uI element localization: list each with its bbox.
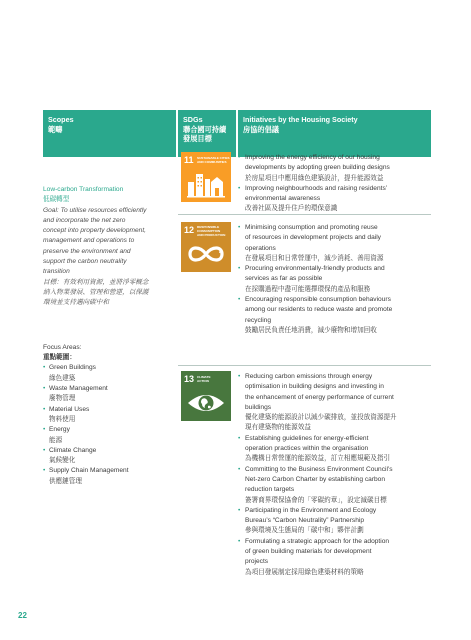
- focus-area-en: Supply Chain Management: [49, 467, 129, 475]
- header-sdgs-en: SDGs: [183, 115, 203, 124]
- focus-area-zh: 廢物管理: [49, 395, 76, 403]
- goal-en-line: Goal: To utilise resources efficiently: [43, 206, 147, 214]
- bullet: •: [238, 434, 241, 442]
- initiative-line: environmental awareness: [245, 195, 321, 203]
- initiative-line: of resources in development projects and daily: [245, 234, 381, 242]
- header-initiatives: [238, 110, 431, 157]
- bullet: •: [43, 467, 46, 475]
- svg-text:AND PRODUCTION: AND PRODUCTION: [197, 233, 226, 237]
- bullet: •: [43, 446, 46, 454]
- goal-en-line: management and operations to: [43, 237, 135, 245]
- initiative-line: recycling: [245, 316, 272, 324]
- initiative-line: reduction targets: [245, 486, 295, 494]
- bullet: •: [238, 537, 241, 545]
- scope-column: [43, 185, 173, 487]
- goal-en-line: preserve the environment and: [43, 247, 131, 255]
- initiative-item: [238, 223, 431, 264]
- bullet: •: [238, 373, 241, 380]
- goal-zh-line: 納入物業發展、管理和營運，以保護: [43, 288, 149, 296]
- initiative-line: Committing to the Business Environment Council’s: [245, 465, 393, 473]
- bullet: •: [43, 405, 46, 413]
- initiatives-group-sdg13: [238, 372, 431, 578]
- initiative-line: projects: [245, 558, 269, 566]
- initiative-item: [238, 434, 431, 465]
- initiative-line: 為機構日常營運的能源效益，訂立相應規範及指引: [245, 455, 391, 463]
- initiative-item: [238, 264, 431, 295]
- initiative-line: 參與環境及生態局的「碳中和」夥伴計劃: [245, 527, 364, 535]
- initiatives-group-sdg12: [238, 223, 431, 336]
- initiative-line: 為項目發展制定採用綠色建築材料的策略: [245, 568, 364, 576]
- focus-area-en: Waste Management: [49, 385, 108, 393]
- initiative-line: Net-zero Carbon Charter by establishing carbon: [245, 475, 386, 483]
- scope-goal-en: [43, 206, 173, 278]
- bullet: •: [238, 265, 241, 273]
- initiative-line: among our residents to reduce waste and promote: [245, 306, 393, 314]
- sdg-number: 11: [184, 155, 194, 165]
- city-buildings-icon: [181, 152, 231, 202]
- header-sdgs-zh: 聯合國可持續: [183, 124, 227, 134]
- focus-area-item: [43, 466, 173, 487]
- focus-areas-title-zh: 重點範圍：: [43, 354, 76, 362]
- initiative-line: 優化建築的能源設計以減少碳排放，並投放資源提升: [245, 414, 397, 422]
- sdg-number: 12: [184, 225, 195, 235]
- header-sdgs-zh-2: 發展目標: [183, 134, 212, 144]
- svg-text:CLIMATE: CLIMATE: [197, 375, 211, 379]
- initiative-line: 簽署商界環保協會的「零碳約章」，設定減碳目標: [245, 496, 387, 504]
- bullet: •: [43, 364, 46, 372]
- initiative-line: Participating in the Environment and Ecology: [245, 506, 377, 514]
- focus-area-item: [43, 425, 173, 446]
- svg-text:ACTION: ACTION: [197, 379, 209, 383]
- bullet: •: [43, 426, 46, 434]
- initiative-line: optimisation in building designs and investing in: [245, 383, 384, 391]
- initiative-line: Improving the energy efficiency of our housing: [245, 154, 380, 161]
- initiatives-group-sdg11: [238, 153, 431, 215]
- scope-title-en: Low-carbon Transformation: [43, 186, 124, 193]
- sdg-13-tile: [181, 371, 231, 421]
- focus-area-en: Green Buildings: [49, 364, 96, 372]
- focus-area-item: [43, 405, 173, 426]
- svg-text:CONSUMPTION: CONSUMPTION: [197, 229, 221, 233]
- bullet: •: [238, 465, 241, 473]
- bullet: •: [238, 296, 241, 304]
- initiative-line: Formulating a strategic approach for the adoption: [245, 537, 390, 545]
- initiative-line: operation practices within the organisation: [245, 445, 369, 453]
- initiative-line: buildings: [245, 403, 272, 411]
- focus-area-zh: 綠色建築: [49, 374, 76, 382]
- initiative-line: Bureau’s “Carbon Neutrality” Partnership: [245, 517, 364, 525]
- focus-area-item: [43, 446, 173, 467]
- page-number: 22: [18, 611, 27, 620]
- focus-area-item: [43, 384, 173, 405]
- eye-globe-icon: [181, 371, 231, 421]
- goal-zh-line: 環境並支持邁向碳中和: [43, 299, 109, 307]
- header-initiatives-en: Initiatives by the Housing Society: [243, 115, 358, 124]
- focus-area-en: Energy: [49, 426, 70, 434]
- initiative-line: 於房屋項目中應用綠色建築設計，提升能源效益: [245, 174, 384, 182]
- focus-area-item: [43, 363, 173, 384]
- initiative-item: [238, 465, 431, 506]
- goal-en-line: transition: [43, 268, 70, 276]
- bullet: •: [238, 154, 241, 161]
- scope-goal-zh: [43, 278, 173, 309]
- initiative-line: Improving neighbourhoods and raising residents’: [245, 184, 388, 192]
- initiative-item: [238, 184, 431, 215]
- initiative-line: services as far as possible: [245, 275, 323, 283]
- initiative-item: [238, 153, 431, 184]
- focus-areas-list: [43, 363, 173, 487]
- svg-text:AND COMMUNITIES: AND COMMUNITIES: [197, 160, 227, 164]
- goal-en-line: support the carbon neutrality: [43, 258, 127, 266]
- header-sdgs: [178, 110, 236, 157]
- sdg-12-tile: [181, 222, 231, 272]
- sdg-11-tile: [181, 152, 231, 202]
- bullet: •: [238, 184, 241, 192]
- initiative-line: Procuring environmentally-friendly products and: [245, 265, 385, 273]
- initiative-line: Reducing carbon emissions through energy: [245, 373, 373, 380]
- header-scopes: [43, 110, 176, 157]
- initiative-line: the enhancement of energy performance of current: [245, 393, 394, 401]
- bullet: •: [238, 506, 241, 514]
- goal-en-line: and incorporate the net zero: [43, 216, 126, 224]
- initiative-line: 在發展項目和日常營運中，減少消耗、善用資源: [245, 254, 384, 262]
- focus-area-zh: 能源: [49, 436, 63, 444]
- initiative-line: 鼓勵居民負責任地消費，減少廢物和增加回收: [245, 326, 377, 334]
- initiative-item: [238, 537, 431, 578]
- svg-text:RESPONSIBLE: RESPONSIBLE: [197, 225, 220, 229]
- infinity-loop-icon: [181, 222, 231, 272]
- initiative-line: Establishing guidelines for energy-efficient: [245, 434, 369, 442]
- row-divider: [178, 365, 431, 366]
- initiative-line: 改善社區及提升住戶的環保意識: [245, 205, 338, 213]
- initiative-line: 現有建築物的能源效益: [245, 424, 311, 432]
- initiative-line: of green building materials for development: [245, 548, 372, 556]
- sdg-number: 13: [184, 374, 195, 384]
- initiative-line: developments by adopting green building designs: [245, 164, 390, 172]
- header-initiatives-zh: 房協的倡議: [243, 124, 279, 134]
- focus-areas-title-en: Focus Areas:: [43, 343, 82, 351]
- bullet: •: [43, 385, 46, 393]
- initiative-item: [238, 372, 431, 434]
- initiative-line: Minimising consumption and promoting reuse: [245, 224, 378, 231]
- initiative-line: operations: [245, 244, 276, 252]
- initiative-item: [238, 506, 431, 537]
- goal-en-line: concept into property development,: [43, 227, 146, 235]
- svg-text:SUSTAINABLE CITIES: SUSTAINABLE CITIES: [197, 156, 230, 160]
- focus-area-zh: 供應鏈管理: [49, 477, 82, 485]
- initiative-item: [238, 295, 431, 336]
- initiative-line: 在採購過程中盡可能選擇環保的產品和服務: [245, 285, 371, 293]
- header-scopes-zh: 範疇: [48, 124, 63, 134]
- focus-area-en: Material Uses: [49, 405, 90, 413]
- focus-area-zh: 物料使用: [49, 415, 76, 423]
- header-scopes-en: Scopes: [48, 115, 74, 124]
- focus-area-zh: 氣候變化: [49, 457, 76, 465]
- goal-zh-line: 目標：有效利用資源，並將淨零概念: [43, 278, 149, 286]
- scope-title-zh: 低碳轉型: [43, 196, 70, 204]
- bullet: •: [238, 224, 241, 231]
- initiative-line: Encouraging responsible consumption behaviours: [245, 296, 391, 304]
- focus-area-en: Climate Change: [49, 446, 97, 454]
